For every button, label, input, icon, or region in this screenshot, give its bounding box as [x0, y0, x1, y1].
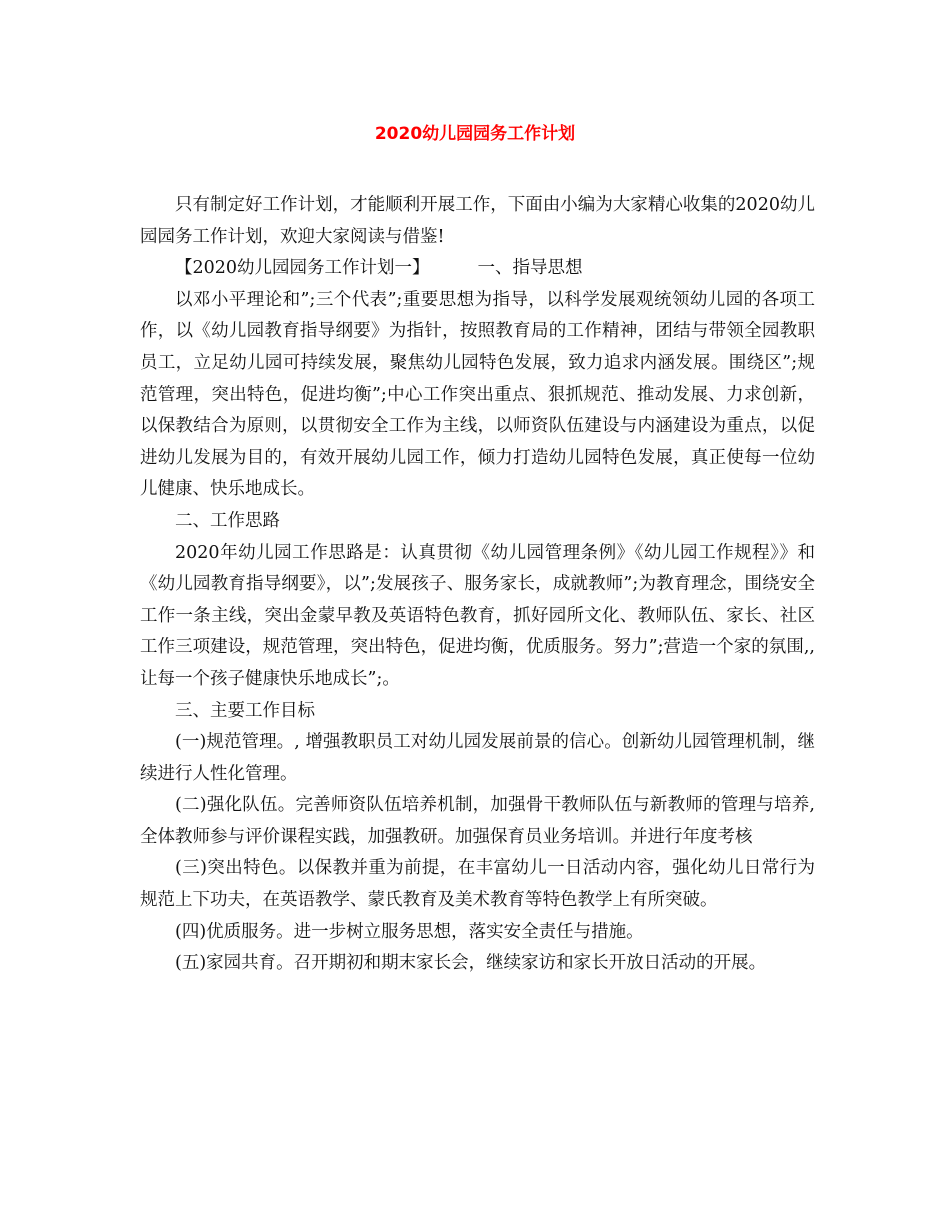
- paragraph-work-approach: 2020年幼儿园工作思路是：认真贯彻《幼儿园管理条例》《幼儿园工作规程》》和《幼儿园教育指导纲要》，以”;发展孩子、服务家长，成就教师”;为教育理念，围绕安全工作一条主线，突出金蒙早教及英语特色教育，抓好园所文化、教师队伍、家长、社区工作三项建设，规范管理，突出特色，促进均衡，优质服务。努力”;营造一个家的氛围,,让每一个孩子健康快乐地成长”;。: [140, 542, 815, 689]
- goal-item: (五)家园共育。召开期初和期末家长会，继续家访和家长开放日活动的开展。: [175, 953, 767, 974]
- goal-item: (一)规范管理。, 增强教职员工对幼儿园发展前景的信心。创新幼儿园管理机制，继续进行人性化管理。: [140, 732, 815, 784]
- document-title: 2020幼儿园园务工作计划: [374, 124, 576, 144]
- document-body: [140, 190, 815, 980]
- heading-main-goals: 三、主要工作目标: [175, 700, 315, 721]
- paragraph-guiding-ideology: 以邓小平理论和”;三个代表”;重要思想为指导，以科学发展观统领幼儿园的各项工作，以《幼儿园教育指导纲要》为指针，按照教育局的工作精神，团结与带领全园教职员工，立足幼儿园可持续发展，聚焦幼儿园特色发展，致力追求内涵发展。围绕区”;规范管理，突出特色，促进均衡”;中心工作突出重点、狠抓规范、推动发展、力求创新，以保教结合为原则，以贯彻安全工作为主线，以师资队伍建设与内涵建设为重点，以促进幼儿发展为目的，有效开展幼儿园工作，倾力打造幼儿园特色发展，真正使每一位幼儿健康、快乐地成长。: [140, 289, 815, 500]
- section-marker: 【2020幼儿园园务工作计划一】: [175, 258, 430, 279]
- goal-item: (四)优质服务。进一步树立服务思想，落实安全责任与措施。: [175, 921, 644, 942]
- goal-item: (三)突出特色。以保教并重为前提，在丰富幼儿一日活动内容，强化幼儿日常行为规范上下功夫，在英语教学、蒙氏教育及美术教育等特色教学上有所突破。: [140, 858, 815, 911]
- section-heading-line: [140, 253, 815, 285]
- intro-paragraph: 只有制定好工作计划，才能顺利开展工作，下面由小编为大家精心收集的2020幼儿园园务工作计划，欢迎大家阅读与借鉴!: [140, 195, 815, 247]
- heading-guiding-ideology: 一、指导思想: [477, 258, 583, 279]
- heading-work-approach: 二、工作思路: [175, 510, 280, 531]
- goal-item: (二)强化队伍。完善师资队伍培养机制，加强骨干教师队伍与新教师的管理与培养,全体教师参与评价课程实践，加强教研。加强保育员业务培训。并进行年度考核: [140, 795, 815, 847]
